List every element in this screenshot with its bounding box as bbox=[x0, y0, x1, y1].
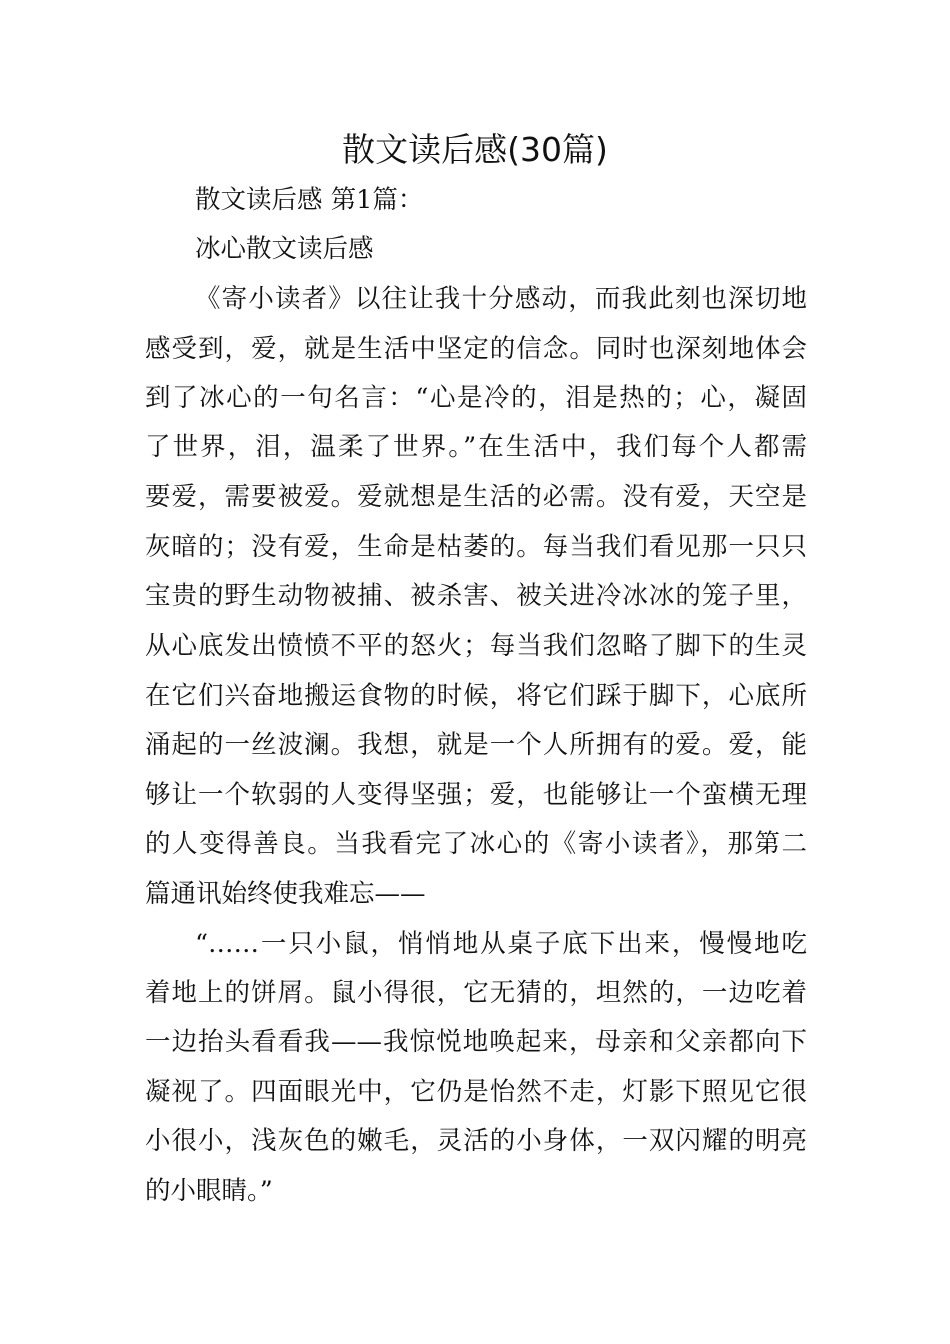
paragraph-line: “……一只小鼠，悄悄地从桌子底下出来，慢慢地吃 bbox=[195, 929, 807, 959]
paragraph-line: 一边抬头看看我——我惊悦地唤起来，母亲和父亲都向下 bbox=[145, 1027, 807, 1057]
article-subtitle: 冰心散文读后感 bbox=[195, 234, 374, 264]
paragraph-line: 灰暗的；没有爱，生命是枯萎的。每当我们看见那一只只 bbox=[145, 532, 807, 562]
paragraph-line: 到了冰心的一句名言：“心是冷的，泪是热的；心，凝固 bbox=[145, 383, 807, 413]
paragraph-line: 宝贵的野生动物被捕、被杀害、被关进冷冰冰的笼子里， bbox=[145, 581, 807, 611]
paragraph-line: 要爱，需要被爱。爱就想是生活的必需。没有爱，天空是 bbox=[145, 482, 807, 512]
paragraph-line: 够让一个软弱的人变得坚强；爱，也能够让一个蛮横无理 bbox=[145, 780, 807, 810]
paragraph-line: 在它们兴奋地搬运食物的时候，将它们踩于脚下，心底所 bbox=[145, 681, 807, 711]
paragraph-line: 的小眼睛。” bbox=[145, 1176, 273, 1206]
paragraph-line: 凝视了。四面眼光中，它仍是怡然不走，灯影下照见它很 bbox=[145, 1077, 807, 1107]
paragraph-line: 着地上的饼屑。鼠小得很，它无猜的，坦然的，一边吃着 bbox=[145, 978, 807, 1008]
paragraph-line: 涌起的一丝波澜。我想，就是一个人所拥有的爱。爱，能 bbox=[145, 730, 807, 760]
paragraph-line: 篇通讯始终使我难忘—— bbox=[145, 879, 426, 909]
paragraph-line: 了世界，泪，温柔了世界。”在生活中，我们每个人都需 bbox=[145, 432, 807, 462]
document-title: 散文读后感(30篇) bbox=[342, 130, 608, 169]
paragraph-line: 感受到，爱，就是生活中坚定的信念。同时也深刻地体会 bbox=[145, 334, 807, 364]
paragraph-line: 小很小，浅灰色的嫩毛，灵活的小身体，一双闪耀的明亮 bbox=[145, 1126, 807, 1156]
paragraph-line: 从心底发出愤愤不平的怒火；每当我们忽略了脚下的生灵 bbox=[145, 631, 807, 661]
section-heading: 散文读后感 第1篇： bbox=[195, 185, 424, 215]
paragraph-line: 《寄小读者》以往让我十分感动，而我此刻也深切地 bbox=[195, 284, 807, 314]
paragraph-line: 的人变得善良。当我看完了冰心的《寄小读者》，那第二 bbox=[145, 829, 807, 859]
